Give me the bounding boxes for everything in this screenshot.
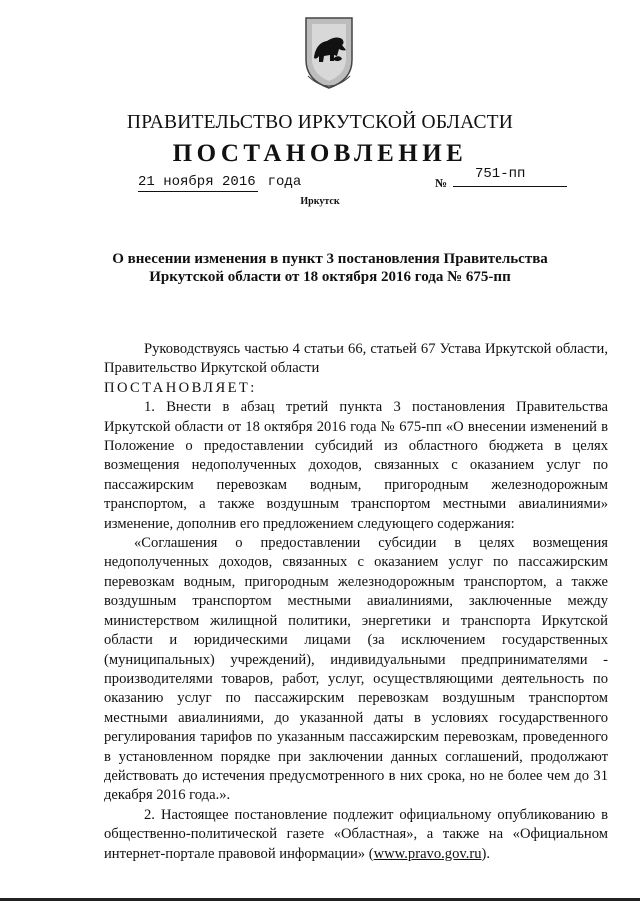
number-value: 751-пп	[475, 166, 526, 182]
quoted-paragraph: «Соглашения о предоставлении субсидии в целях возмещения недополученных доходов, связанных с оказанием услуг по пассажирским перевозкам водным, пригородным железнодорожным транспортом, а также воздушным транспортом местными авиалиниями, заключенные между министерством жилищной политики, энергетики и транспорта Иркутской области и юридическими лицами (за исключением государственных (муниципальных) учреждений), индивидуальными предпринимателями - производителями товаров, работ, услуг, осуществляющими деятельность по оказанию услуг по пассажирским перевозкам воздушным транспортом местными авиалиниями, до указанной даты в условиях государственного регулирования тарифов по указанным пассажирским перевозкам, проведенного в установленном порядке при заключении данных соглашений, продолжают действовать до истечения предусмотренного в них срока, но не более чем до 31 декабря 2016 года.».	[104, 535, 608, 804]
number-underline	[453, 186, 567, 187]
bottom-rule	[0, 898, 640, 901]
item-2-end: ).	[481, 845, 491, 862]
pravo-link[interactable]: www.pravo.gov.ru	[373, 845, 482, 862]
subject-line-1: О внесении изменения в пункт 3 постановления Правительства	[112, 251, 548, 267]
city-name: Иркутск	[300, 196, 340, 207]
item-2-paragraph	[104, 806, 608, 864]
subject-line-2: Иркутской области от 18 октября 2016 года № 675-пп	[149, 269, 511, 285]
document-body	[104, 340, 608, 864]
item-1-paragraph: 1. Внести в абзац третий пункта 3 постановления Правительства Иркутской области от 18 октября 2016 года № 675-пп «О внесении изменений в Положение о предоставлении субсидий из областного бюджета в целях возмещения недополученных доходов, связанных с оказанием услуг по пассажирским перевозкам водным, пригородным железнодорожным транспортом, а также воздушным транспортом местными авиалиниями» изменение, дополнив его предложением следующего содержания:	[104, 399, 608, 532]
date-value: 21 ноября 2016	[138, 174, 256, 190]
irkutsk-coat-of-arms-icon	[300, 14, 358, 92]
document-date	[138, 174, 301, 192]
number-sign: №	[435, 176, 448, 190]
preamble-paragraph: Руководствуясь частью 4 статьи 66, статьей 67 Устава Иркутской области, Правительство Иркутской области	[104, 341, 608, 377]
item-2-text: 2. Настоящее постановление подлежит официальному опубликованию в общественно-политической газете «Областная», а также на «Официальном интернет-портале правовой информации» (	[104, 806, 608, 862]
government-title: ПРАВИТЕЛЬСТВО ИРКУТСКОЙ ОБЛАСТИ	[126, 112, 514, 133]
document-number	[435, 166, 567, 188]
document-subject	[110, 250, 550, 286]
document-type: ПОСТАНОВЛЕНИЕ	[172, 140, 468, 167]
resolves-heading: ПОСТАНОВЛЯЕТ:	[104, 379, 257, 396]
date-suffix: года	[267, 174, 302, 190]
